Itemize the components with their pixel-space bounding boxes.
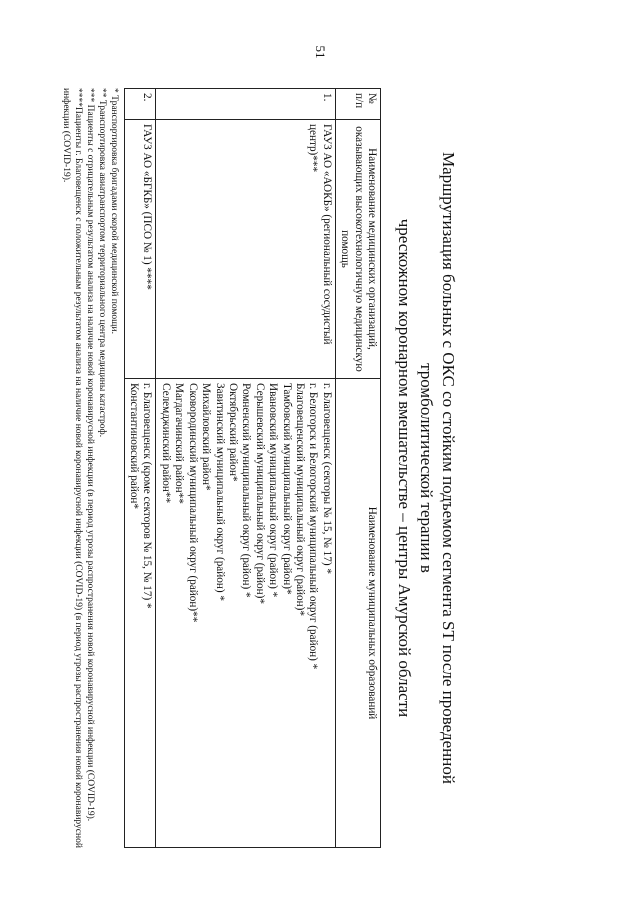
region-item: Серышевский муниципальный округ (район)* — [253, 383, 266, 604]
footnote: *** Пациенты с отрицательным результатом анализа на наличие новой коронавирусной инфекции (в период угрозы распространения новой коронавирусной инфекции (COVID-19). — [84, 88, 95, 822]
region-item: Ивановский муниципальный округ (район) * — [267, 383, 280, 598]
table-header-row — [335, 89, 380, 848]
table-row — [124, 89, 156, 848]
document-sheet — [60, 88, 465, 848]
row-org: ГАУЗ АО «БГКБ» (ПСО № 1) **** — [124, 120, 156, 379]
title-line-1: Маршрутизация больных с ОКС со стойким подъемом сегмента ST после проведенной тромболитической терапии в — [417, 152, 458, 784]
routing-table — [124, 88, 381, 848]
region-item: г. Белогорск и Белогорский муниципальный округ (район) * — [307, 383, 320, 670]
region-item: г. Благовещенск (кроме секторов № 15, № 17) * — [141, 383, 154, 609]
region-item: Магдагачинский район** — [173, 383, 186, 504]
table-row — [156, 89, 335, 848]
region-item: Константиновский район* — [128, 383, 141, 509]
row-regions — [156, 379, 335, 848]
title-line-2: чрескожном коронарном вмешательстве – центры Амурской области — [395, 218, 414, 718]
region-item: Благовещенский муниципальный округ (район)* — [293, 383, 306, 616]
page-number: 51 — [313, 45, 328, 59]
row-num: 1. — [156, 89, 335, 120]
region-item: Октябрьский район* — [226, 383, 239, 482]
region-item: Сковородинский муниципальный округ (район)** — [186, 383, 199, 623]
region-item: г. Благовещенск (секторы № 15, № 17) * — [320, 383, 333, 574]
row-num: 2. — [124, 89, 156, 120]
region-item: Ромненский муниципальный округ (район) * — [240, 383, 253, 598]
header-num: № п/п — [335, 89, 380, 120]
footnotes — [60, 88, 120, 848]
row-org: ГАУЗ АО «АОКБ» (региональный сосудистый центр)*** — [156, 120, 335, 379]
footnote: ****Пациенты г. Благовещенск с положительным результатом анализа на наличие новой коронавирусной инфекции (COVID-19) (в период угрозы распространения новой коронавирусной инфекции (COVID-19). — [60, 88, 83, 848]
footnote: ** Транспортировка авиатранспортом территориального центра медицины катастроф. — [96, 88, 107, 438]
region-item: Михайловский район* — [200, 383, 213, 491]
region-item: Селемджинский район** — [159, 383, 172, 504]
header-regions: Наименование муниципальных образований — [335, 379, 380, 848]
region-item: Завитинский муниципальный округ (район) * — [213, 383, 226, 601]
page-title — [393, 88, 459, 848]
row-regions — [124, 379, 156, 848]
region-item: Тамбовский муниципальный округ (район)* — [280, 383, 293, 595]
footnote: * Транспортировка бригадами скорой медицинской помощи. — [108, 88, 119, 334]
header-org: Наименование медицинских организаций, оказывающих высокотехнологичную медицинскую помощь — [335, 120, 380, 379]
